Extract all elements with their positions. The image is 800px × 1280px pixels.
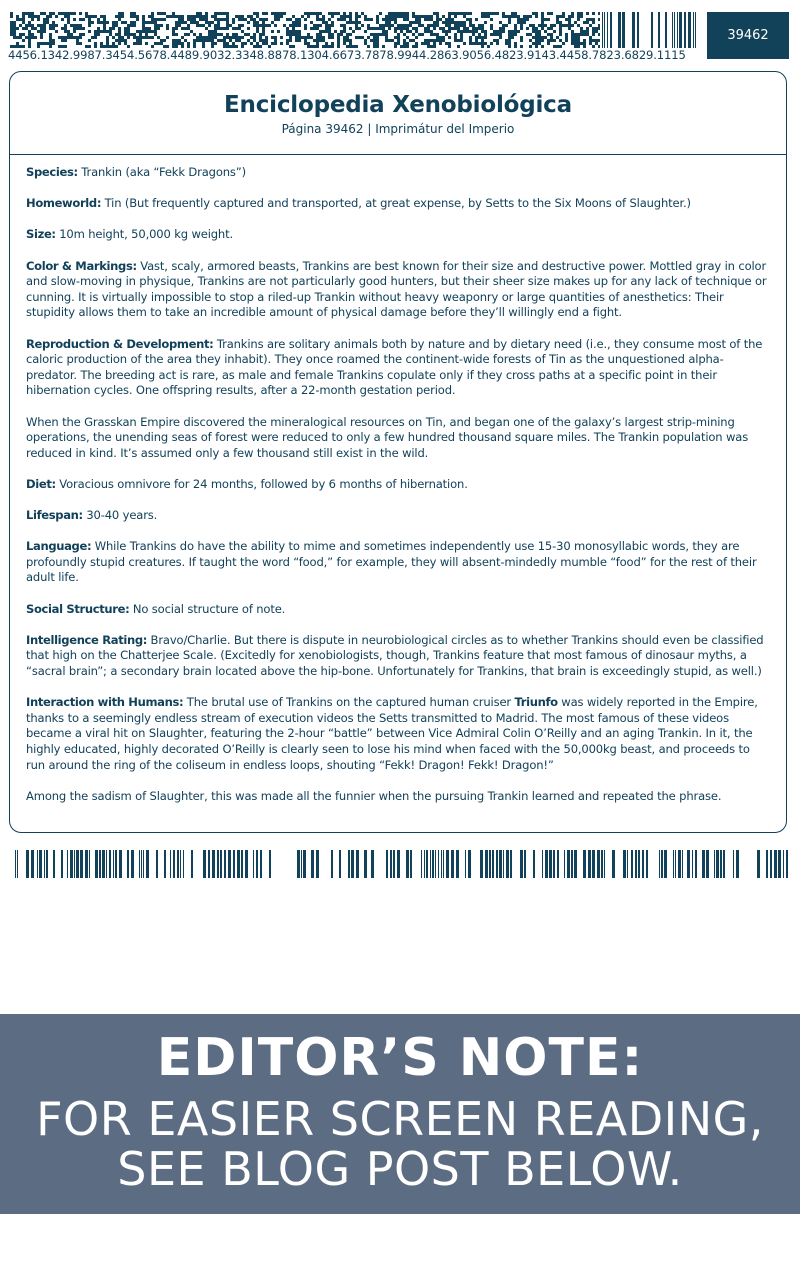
entry-text: Vast, scaly, armored beasts, Trankins are best known for their size and destructive power. Mottled gray in color and slow-moving in physique, Trankins are not particularly good hunters, but their sheer size makes up for any lack of technique or cunning. It is virtually impossible to stop a riled-up Trankin without heavy weaponry or large quantities of anesthetics: Their stupidity allows them to take an incredible amount of physical damage before they’ll willingly end a fight. — [26, 258, 767, 320]
entry-paragraph — [26, 539, 770, 586]
entry-text: Tin (But frequently captured and transported, at great expense, by Setts to the Six Moons of Slaughter.) — [101, 196, 691, 211]
entry-text: Trankins are solitary animals both by nature and by dietary need (i.e., they consume most of the caloric production of the area they inhabit). They once roamed the continent-wide forests of Tin as the unquestioned alpha-predator. The breeding act is rare, as male and female Trankins copulate only if they cross paths at a specific point in their hibernation cycles. One offspring results, after a 22-month gestation period. — [26, 336, 763, 398]
encyclopedia-card — [9, 71, 787, 833]
entry-text: The brutal use of Trankins on the captured human cruiser — [183, 695, 515, 710]
entry-paragraph — [26, 165, 770, 181]
entry-label: Lifespan: — [26, 508, 83, 523]
entry-paragraph — [26, 227, 770, 243]
entry-list — [10, 155, 786, 804]
entry-text: 30-40 years. — [82, 508, 158, 523]
entry-label: Diet: — [26, 476, 56, 491]
entry-text: When the Grasskan Empire discovered the mineralogical resources on Tin, and began one of the galaxy’s largest strip-mining operations, the unending seas of forest were reduced to only a few hundred thousand square miles. The Trankin population was reduced in kind. It’s assumed only a few thousand still exist in the wild. — [26, 414, 749, 460]
entry-paragraph — [26, 789, 770, 805]
entry-label: Size: — [26, 227, 56, 242]
entry-paragraph — [26, 477, 770, 493]
entry-paragraph — [26, 337, 770, 399]
entry-paragraph — [26, 602, 770, 618]
entry-paragraph — [26, 695, 770, 773]
entry-text: Trankin (aka “Fekk Dragons”) — [77, 165, 246, 179]
entry-label: Interaction with Humans: — [26, 695, 184, 710]
entry-label: Intelligence Rating: — [26, 632, 148, 647]
entry-emphasis: Triunfo — [514, 695, 558, 710]
top-barcode — [602, 12, 697, 48]
editors-note-line-2: SEE BLOG POST BELOW. — [117, 1142, 683, 1196]
editors-note-line-1: FOR EASIER SCREEN READING, — [36, 1092, 764, 1146]
entry-paragraph — [26, 196, 770, 212]
serial-number: 4456.1342.9987.3454.5678.4489.9032.3348.8878.1304.6673.7878.9944.2863.9056.4823.9143.4458.7823.6829.1115 — [8, 48, 686, 62]
card-header — [10, 72, 786, 155]
top-2d-code — [10, 12, 600, 48]
entry-label: Species: — [26, 165, 78, 179]
entry-label: Color & Markings: — [26, 258, 137, 273]
editors-note-title: EDITOR’S NOTE: — [156, 1028, 644, 1088]
entry-text: While Trankins do have the ability to mime and sometimes independently use 15-30 monosyllabic words, they are profoundly stupid creatures. If taught the word “food,” for example, they will absent-mindedly mumble “food” for the rest of their adult life. — [26, 539, 757, 585]
entry-label: Homeworld: — [26, 196, 102, 211]
entry-paragraph — [26, 633, 770, 680]
entry-text: Bravo/Charlie. But there is dispute in neurobiological circles as to whether Trankins should even be classified that high on the Chatterjee Scale. (Excitedly for xenobiologists, though, Trankins feature that most famous of dinosaur myths, a “sacral brain”; a secondary brain located above the hip-bone. Unfortunately for Trankins, that brain is exceedingly stupid, as well.) — [26, 632, 764, 678]
page-number: 39462 — [727, 28, 769, 43]
entry-text: Among the sadism of Slaughter, this was made all the funnier when the pursuing Trankin learned and repeated the phrase. — [26, 788, 722, 803]
entry-text-continued: was widely reported in the Empire, thanks to a seemingly endless stream of execution videos the Setts transmitted to Madrid. The most famous of these videos became a viral hit on Slaughter, featuring the 2-hour “battle” between Vice Admiral Colin O’Reilly and an aging Trankin. In it, the highly educated, highly decorated O’Reilly is clearly seen to lose his mind when faced with the 50,000kg beast, and proceeds to run around the ring of the coliseum in endless loops, shouting “Fekk! Dragon! Fekk! Dragon!” — [26, 695, 758, 772]
entry-label: Social Structure: — [26, 601, 130, 616]
entry-paragraph — [26, 508, 770, 524]
page-number-tab — [707, 12, 789, 59]
document-subtitle: Página 39462 | Imprimátur del Imperio — [281, 122, 515, 136]
bottom-barcode — [10, 850, 788, 878]
entry-text: 10m height, 50,000 kg weight. — [55, 227, 233, 242]
entry-text: No social structure of note. — [129, 601, 286, 616]
document-title: Enciclopedia Xenobiológica — [224, 92, 572, 118]
entry-text: Voracious omnivore for 24 months, followed by 6 months of hibernation. — [55, 476, 468, 491]
entry-label: Reproduction & Development: — [26, 336, 214, 351]
entry-paragraph — [26, 259, 770, 321]
editors-note-banner — [0, 1014, 800, 1214]
entry-label: Language: — [26, 539, 92, 554]
entry-paragraph — [26, 415, 770, 462]
